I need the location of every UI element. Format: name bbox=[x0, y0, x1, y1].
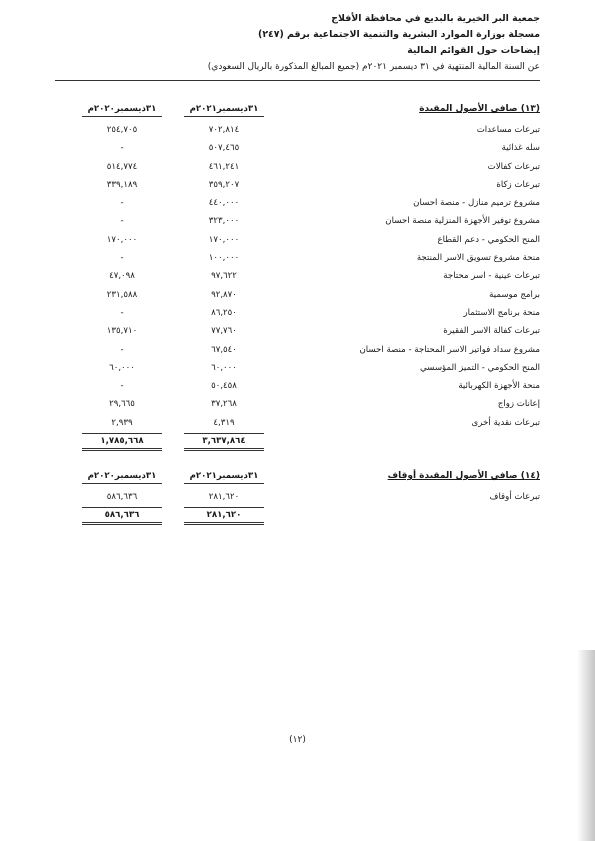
value-2020: ١٧٠,٠٠٠ bbox=[106, 234, 138, 245]
row-label: برامج موسمية bbox=[489, 289, 540, 300]
value-2020: ٢,٩٣٩ bbox=[111, 417, 133, 428]
organization-name: جمعية البر الخيرية بالبديع في محافظة الأفلاج bbox=[331, 13, 540, 24]
registration-line: مسجلة بوزارة الموارد البشرية والتنمية الاجتماعية برقم (٢٤٧) bbox=[258, 29, 540, 40]
table-row bbox=[82, 396, 540, 414]
total-2021: ٢٨١,٦٢٠ bbox=[184, 507, 264, 525]
table-row bbox=[82, 323, 540, 341]
value-2021: ٤٦١,٢٤١ bbox=[208, 161, 240, 172]
value-2020: - bbox=[120, 216, 124, 227]
value-2020: - bbox=[120, 381, 124, 392]
value-2020: ٤٧,٠٩٨ bbox=[109, 271, 135, 282]
section-14-header bbox=[82, 471, 540, 487]
section-13 bbox=[82, 104, 540, 451]
section-14 bbox=[82, 471, 540, 525]
table-row bbox=[82, 250, 540, 268]
row-label: المنح الحكومي - التميز المؤسسي bbox=[420, 362, 540, 373]
value-2021: ١٠٠,٠٠٠ bbox=[208, 253, 240, 264]
column-header-2020: ٣١ديسمبر٢٠٢٠م bbox=[82, 104, 162, 117]
value-2020: ٢٣١,٥٨٨ bbox=[106, 289, 138, 300]
total-2021: ٣,٦٣٧,٨٦٤ bbox=[184, 433, 264, 451]
table-row bbox=[82, 213, 540, 231]
table-row bbox=[82, 287, 540, 305]
value-2020: - bbox=[120, 344, 124, 355]
value-2020: ٦٠,٠٠٠ bbox=[109, 362, 135, 373]
row-label: منحة مشروع تسويق الاسر المنتجة bbox=[416, 253, 540, 264]
row-label: تبرعات أوقاف bbox=[489, 492, 540, 502]
document-header bbox=[55, 11, 540, 75]
value-2020: - bbox=[120, 198, 124, 209]
row-label: مشروع توفير الأجهزة المنزلية منصة احسان bbox=[385, 216, 540, 227]
header-divider bbox=[55, 80, 540, 81]
value-2021: ٦٠,٠٠٠ bbox=[211, 362, 237, 373]
row-label: تبرعات مساعدات bbox=[476, 125, 540, 135]
value-2021: ٥٠,٤٥٨ bbox=[211, 381, 237, 392]
table-row bbox=[82, 195, 540, 213]
value-2020: ٢٥٤,٧٠٥ bbox=[106, 125, 138, 135]
value-2020: - bbox=[120, 143, 124, 154]
row-label: منحة الأجهزة الكهربائية bbox=[458, 381, 540, 392]
value-2021: ٣٥٩,٢٠٧ bbox=[208, 179, 240, 190]
row-label: تبرعات زكاة bbox=[496, 179, 540, 190]
table-row bbox=[82, 177, 540, 195]
section-14-rows bbox=[82, 489, 540, 507]
table-row bbox=[82, 159, 540, 177]
value-2021: ٣٢٣,٠٠٠ bbox=[208, 216, 240, 227]
table-row bbox=[82, 268, 540, 286]
value-2021: ١٧٠,٠٠٠ bbox=[208, 234, 240, 245]
value-2021: ٥٠٧,٤٦٥ bbox=[208, 143, 240, 154]
row-label: إعانات زواج bbox=[497, 399, 540, 410]
value-2021: ٧٠٢,٨١٤ bbox=[208, 125, 240, 135]
section-13-title: (١٣) صافي الأصول المقيدة bbox=[419, 104, 540, 114]
row-label: تبرعات كفالات bbox=[487, 161, 540, 172]
value-2021: ٨٦,٢٥٠ bbox=[211, 307, 237, 318]
value-2020: ١٣٥,٧١٠ bbox=[106, 326, 138, 337]
table-row bbox=[82, 232, 540, 250]
value-2021: ٦٧,٥٤٠ bbox=[211, 344, 237, 355]
value-2020: ٣٣٩,١٨٩ bbox=[106, 179, 138, 190]
page-number: (١٢) bbox=[289, 735, 306, 745]
row-label: مشروع سداد فواتير الاسر المحتاجة - منصة احسان bbox=[359, 344, 540, 355]
scan-edge-shadow bbox=[577, 650, 595, 841]
table-row bbox=[82, 122, 540, 140]
value-2021: ٩٢,٨٧٠ bbox=[211, 289, 237, 300]
table-row bbox=[82, 305, 540, 323]
value-2020: - bbox=[120, 253, 124, 264]
table-row bbox=[82, 140, 540, 158]
row-label: مشروع ترميم منازل - منصة احسان bbox=[413, 198, 540, 209]
total-2020: ١,٧٨٥,٦٦٨ bbox=[82, 433, 162, 451]
notes-title: إيضاحات حول القوائم المالية bbox=[407, 45, 540, 56]
row-label: تبرعات نقدية أخرى bbox=[471, 417, 540, 428]
column-header-2020: ٣١ديسمبر٢٠٢٠م bbox=[82, 471, 162, 484]
total-2020: ٥٨٦,٦٣٦ bbox=[82, 507, 162, 525]
section-14-title: (١٤) صافي الأصول المقيدة أوقاف bbox=[387, 471, 540, 481]
section-13-header bbox=[82, 104, 540, 120]
value-2020: ٥٨٦,٦٣٦ bbox=[106, 492, 138, 502]
table-row bbox=[82, 415, 540, 433]
value-2021: ٩٧,٦٢٢ bbox=[211, 271, 237, 282]
table-row bbox=[82, 342, 540, 360]
section-13-rows bbox=[82, 122, 540, 433]
row-label: منحة برنامج الاستثمار bbox=[463, 307, 540, 318]
value-2021: ٤٤٠,٠٠٠ bbox=[208, 198, 240, 209]
row-label: المنح الحكومي - دعم القطاع bbox=[437, 234, 540, 245]
column-header-2021: ٣١ديسمبر٢٠٢١م bbox=[184, 471, 264, 484]
value-2021: ٧٧,٧٦٠ bbox=[211, 326, 237, 337]
value-2021: ٣٧,٢٦٨ bbox=[211, 399, 237, 410]
section-13-total-row bbox=[82, 433, 540, 451]
row-label: سله غذائية bbox=[501, 143, 540, 154]
period-line: عن السنة المالية المنتهية في ٣١ ديسمبر ٢٠٢١م (جميع المبالغ المذكورة بالريال السعودي) bbox=[207, 62, 540, 72]
table-row bbox=[82, 378, 540, 396]
value-2020: ٢٩,٦٦٥ bbox=[109, 399, 135, 410]
column-header-2021: ٣١ديسمبر٢٠٢١م bbox=[184, 104, 264, 117]
value-2021: ٢٨١,٦٢٠ bbox=[208, 492, 240, 502]
table-row bbox=[82, 360, 540, 378]
row-label: تبرعات عينية - اسر محتاجة bbox=[443, 271, 540, 282]
section-14-total-row bbox=[82, 507, 540, 525]
value-2020: ٥١٤,٧٧٤ bbox=[106, 161, 138, 172]
value-2021: ٤,٣١٩ bbox=[213, 417, 235, 428]
row-label: تبرعات كفالة الاسر الفقيرة bbox=[443, 326, 540, 337]
table-row bbox=[82, 489, 540, 507]
value-2020: - bbox=[120, 307, 124, 318]
